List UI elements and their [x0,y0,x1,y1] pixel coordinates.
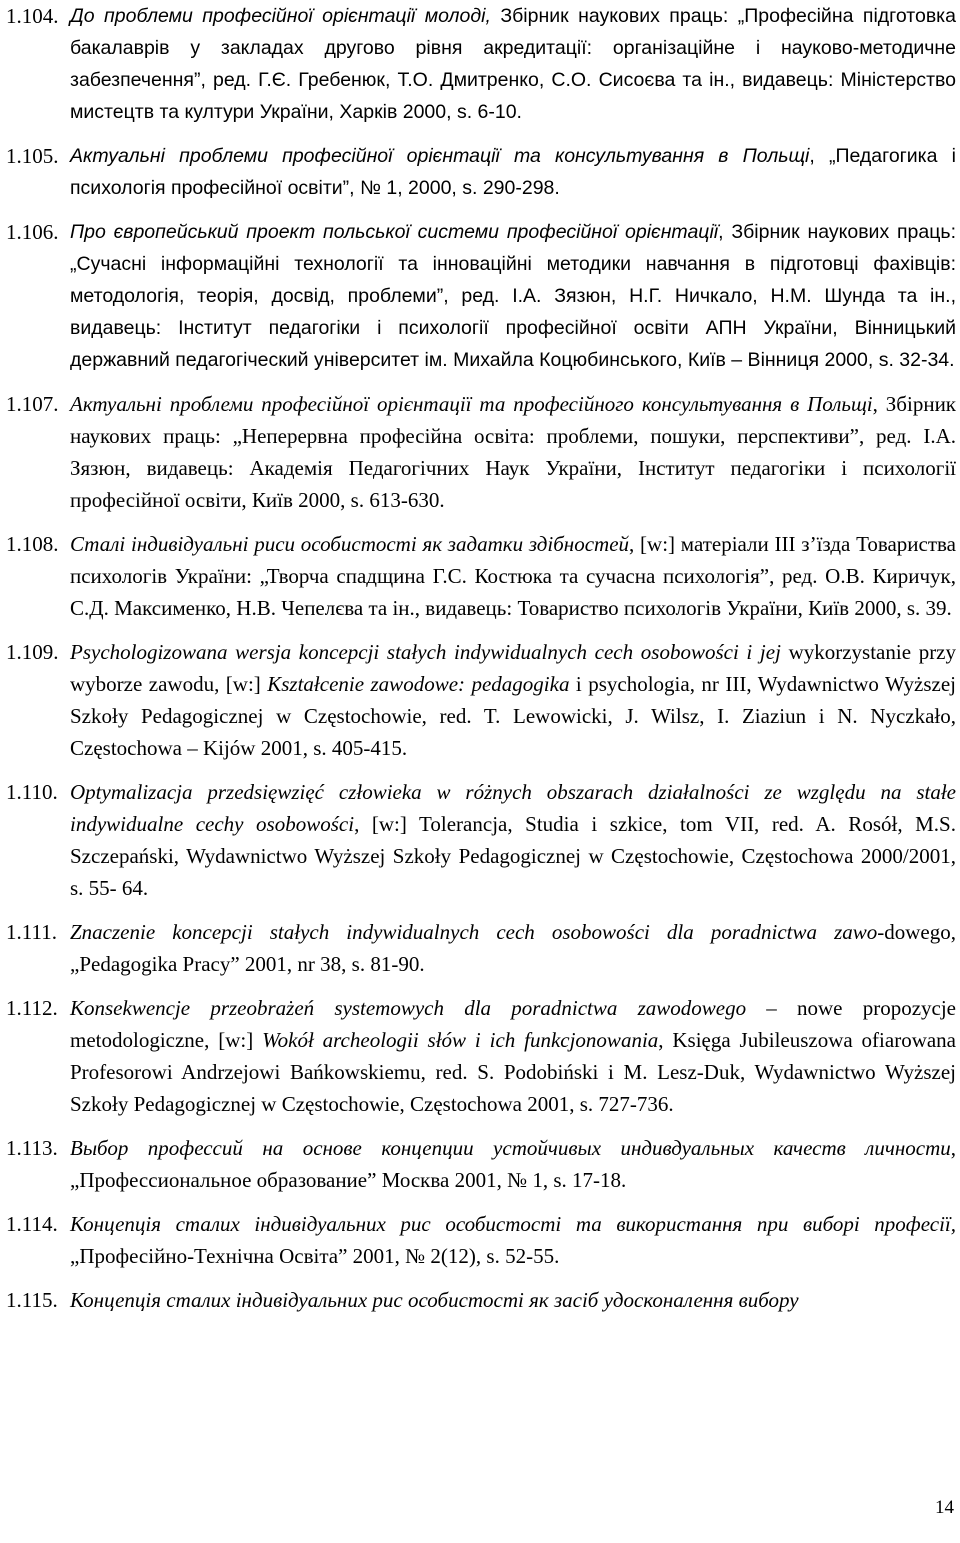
bibliography-entry [0,140,960,204]
entry-book-title: Wokół archeologii słów i ich funkcjonowania [262,1028,659,1052]
entry-text [70,1284,960,1316]
entry-title: Актуальні проблеми професійної орієнтації та професійного консультування в Польщі [70,392,873,416]
entry-details: Збірник наукових праць: „Професійна підготовка бакалаврів у закладах другово рівня акредитації: організаційне і науково-методичне забезпечення”, ред. Г.Є. Гребенюк, Т.О. Дмитренко, С.О. Сисоєва та ін., видавець: Міністерство мистецтв та култури України, Харків 2000, s. 6-10. [70,5,956,123]
entry-number: 1.108. [6,532,59,556]
entry-text [70,140,960,204]
bibliography-entry [0,636,960,764]
entry-number: 1.107. [6,392,59,416]
entry-number: 1.105. [6,144,59,168]
bibliography-entry [0,916,960,980]
bibliography-entry [0,388,960,516]
entry-title: Znaczenie koncepcji stałych indywidualnych cech osobowości dla poradnictwa zawo- [70,920,885,944]
entry-number: 1.106. [6,220,59,244]
entry-details: , Збірник наукових праць: „Неперервна професійна освіта: проблеми, пошуки, перспективи”, ред. І.А. Зязюн, видавець: Академія Педагогічних Наук України, Інститут педагогіки і психології професійної освіти, Київ 2000, s. 613-630. [70,392,957,512]
entry-number: 1.113. [6,1136,58,1160]
entry-number: 1.109. [6,640,59,664]
bibliography-entry [0,1208,960,1272]
bibliography-entry [0,992,960,1120]
entry-details: – nowe propozycje metodologiczne, [w:] [70,996,956,1052]
entry-title: Концепція сталих індивідуальних рис особистості та використання при виборі професії, [70,1212,956,1236]
entry-details: , „Педагогика і психологія професійної освіти”, № 1, 2000, s. 290-298. [70,145,956,199]
entry-details: , Збірник наукових праць: „Сучасні інформаційні технології та інноваційні методики навчання в підготовці фахівців: методологія, теорія, досвід, проблеми”, ред. І.А. Зязюн, Н.Г. Ничкало, Н.М. Шунда та ін., видавець: Інститут педагогіки і психології професійної освіти АПН України, Вінницький державний педагогіческий університет ім. Михайла Коцюбинського, Київ – Вінниця 2000, s. 32-34. [70,221,956,371]
entry-details: dowego, „Pedagogika Pracy” 2001, nr 38, s. 81-90. [70,920,956,976]
entry-title: Выбор профессий на основе концепции устойчивых индивдуальных качеств личности [70,1136,951,1160]
entry-details: , [w:] Tolerancja, Studia i szkice, tom VII, red. A. Rosół, M.S. Szczepański, Wydawnictwo Wyższej Szkoły Pedagogicznej w Częstochowie, Częstochowa 2000/2001, s. 55- 64. [70,812,956,900]
entry-text [70,528,960,624]
bibliography-entry [0,528,960,624]
bibliography-entry [0,216,960,376]
entry-number: 1.110. [6,780,58,804]
entry-number: 1.112. [6,996,58,1020]
entry-title: Актуальні проблеми професійної орієнтації та консультування в Польщі [70,145,810,167]
entry-title: Konsekwencje przeobrażeń systemowych dla poradnictwa zawodowego [70,996,747,1020]
entry-text [70,1132,960,1196]
entry-text [70,216,960,376]
entry-title: Про європейський проект польської системи професійної орієнтації [70,221,719,243]
entry-title: До проблеми професійної орієнтації молоді, [70,5,491,27]
entry-text [70,1208,960,1272]
bibliography-entry [0,1132,960,1196]
entry-number: 1.115. [6,1288,58,1312]
entry-details: wykorzystanie przy wyborze zawodu, [w:] [70,640,957,696]
entry-details: , [w:] матеріали ІІІ з’їзда Товариства психологів України: „Творча спадщина Г.С. Костюка та сучасна психологія”, ред. О.В. Киричук, С.Д. Максименко, Н.В. Чепелєва та ін., видавець: Товариство психологів України, Київ 2000, s. 39. [70,532,956,620]
bibliography-entry [0,1284,960,1316]
entry-details: , „Профессиональное образование” Москва 2001, № 1, s. 17-18. [70,1136,956,1192]
entry-details-continued: i psychologia, nr III, Wydawnictwo Wyższej Szkoły Pedagogicznej w Częstochowie, red. T. Lewowicki, J. Wilsz, I. Ziaziun i N. Nyczkało, Częstochowa – Kijów 2001, s. 405-415. [70,672,957,760]
entry-title: Сталі індивідуальні риси особистості як задатки здібностей [70,532,630,556]
entry-number: 1.104. [6,4,59,28]
entry-title: Концепція сталих індивідуальних рис особистості як засіб удосконалення вибору [70,1288,799,1312]
entry-details: „Професійно-Технічна Освіта” 2001, № 2(12), s. 52-55. [70,1244,560,1268]
entry-title: Optymalizacja przedsięwzięć człowieka w różnych obszarach działalności ze względu na stałe indywidualne cechy osobowości [70,780,956,836]
entry-text [70,636,960,764]
bibliography-entry [0,776,960,904]
entry-journal-title: Kształcenie zawodowe: pedagogika [267,672,570,696]
entry-number: 1.111. [6,920,57,944]
entry-text [70,0,960,128]
entry-text [70,992,960,1120]
entry-text [70,388,960,516]
bibliography-entry [0,0,960,128]
entry-text [70,916,960,980]
entry-number: 1.114. [6,1212,58,1236]
entry-text [70,776,960,904]
entry-title: Psychologizowana wersja koncepcji stałych indywidualnych cech osobowości i jej [70,640,781,664]
page-number: 14 [935,1497,954,1518]
entry-details-continued: , Księga Jubileuszowa ofiarowana Profesorowi Andrzejowi Bańkowskiemu, red. S. Podobiński i M. Lesz-Duk, Wydawnictwo Wyższej Szkoły Pedagogicznej w Częstochowie, Częstochowa 2001, s. 727-736. [70,1028,957,1116]
